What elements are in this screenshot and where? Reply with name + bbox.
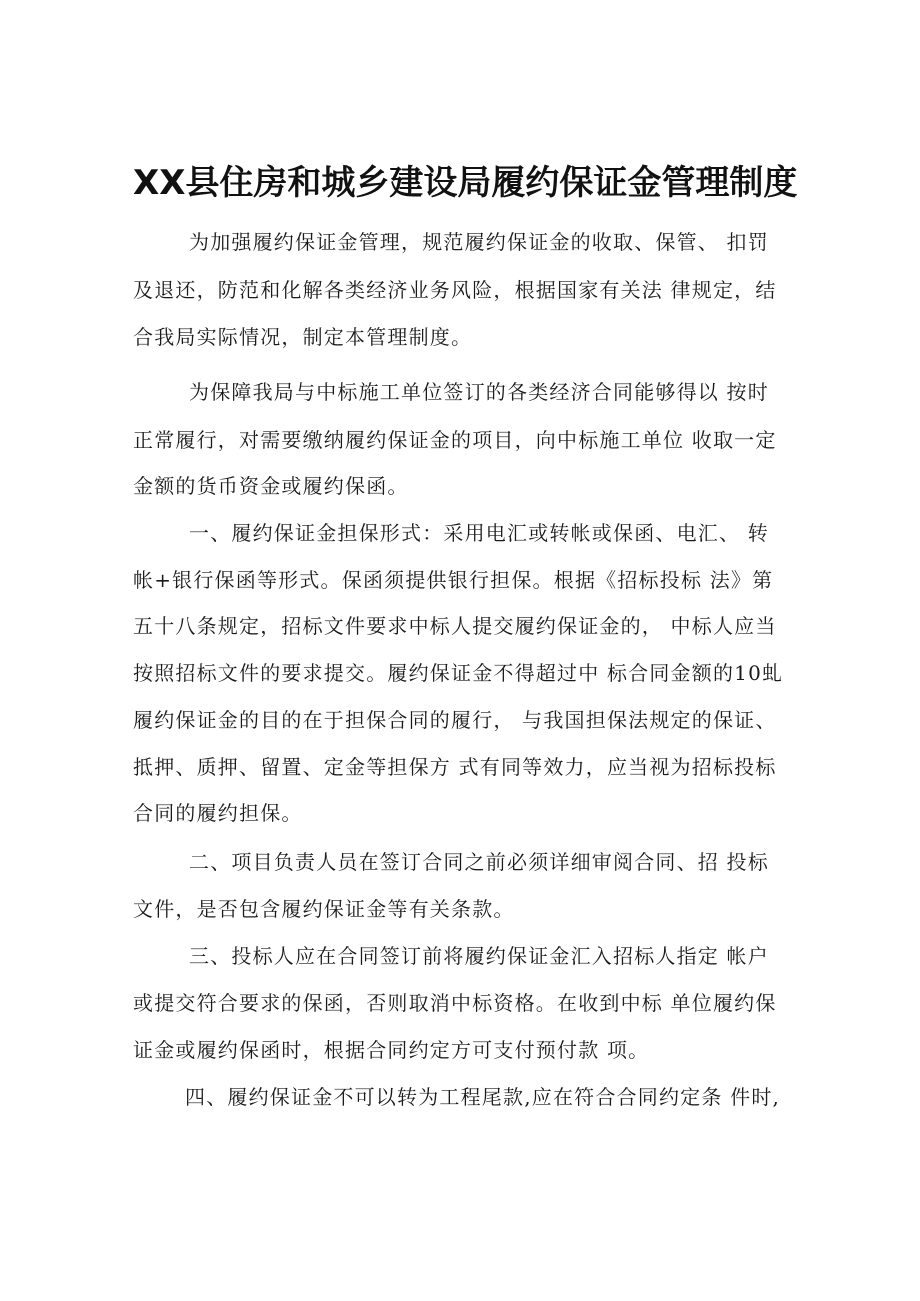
- section-1-line-6: 抵押、质押、留置、定金等担保方 式有同等效力，应当视为招标投标: [133, 755, 777, 779]
- section-1-line-4: 按照招标文件的要求提交。履约保证金不得超过中 标合同金额的10虬: [133, 661, 784, 685]
- section-1-line-5: 履约保证金的目的在于担保合同的履行， 与我国担保法规定的保证、: [133, 708, 777, 732]
- section-2-line-1: 二、项目负责人员在签订合同之前必须详细审阅合同、招 投标: [189, 850, 769, 874]
- paragraph-2-line-1: 为保障我局与中标施工单位签订的各类经济合同能够得以 按时: [189, 380, 769, 404]
- paragraph-1-line-1: 为加强履约保证金管理，规范履约保证金的收取、保管、 扣罚: [189, 230, 769, 254]
- paragraph-2-line-2: 正常履行，对需要缴纳履约保证金的项目，向中标施工单位 收取一定: [133, 428, 777, 452]
- paragraph-2-line-3: 金额的货币资金或履约保函。: [133, 474, 409, 498]
- section-1-line-1: 一、履约保证金担保形式：采用电汇或转帐或保函、电汇、 转: [189, 521, 769, 545]
- document-title: XX县住房和城乡建设局履约保证金管理制度: [133, 163, 798, 203]
- paragraph-1-line-2: 及退还，防范和化解各类经济业务风险，根据国家有关法 律规定，结: [133, 278, 777, 302]
- section-2-line-2: 文件，是否包含履约保证金等有关条款。: [133, 897, 515, 921]
- section-1-line-3: 五十八条规定，招标文件要求中标人提交履约保证金的， 中标人应当: [133, 614, 777, 638]
- section-4-line-1: 四、履约保证金不可以转为工程尾款,应在符合合同约定条 件时,: [185, 1085, 781, 1109]
- section-3-line-3: 证金或履约保函时，根据合同约定方可支付预付款 项。: [133, 1038, 650, 1062]
- section-1-line-7: 合同的履约担保。: [133, 801, 303, 825]
- section-3-line-1: 三、投标人应在合同签订前将履约保证金汇入招标人指定 帐户: [189, 944, 769, 968]
- section-1-line-2: 帐+银行保函等形式。保函须提供银行担保。根据《招标投标 法》第: [133, 568, 774, 592]
- paragraph-1-line-3: 合我局实际情况，制定本管理制度。: [133, 325, 473, 349]
- section-3-line-2: 或提交符合要求的保函，否则取消中标资格。在收到中标 单位履约保: [133, 991, 777, 1015]
